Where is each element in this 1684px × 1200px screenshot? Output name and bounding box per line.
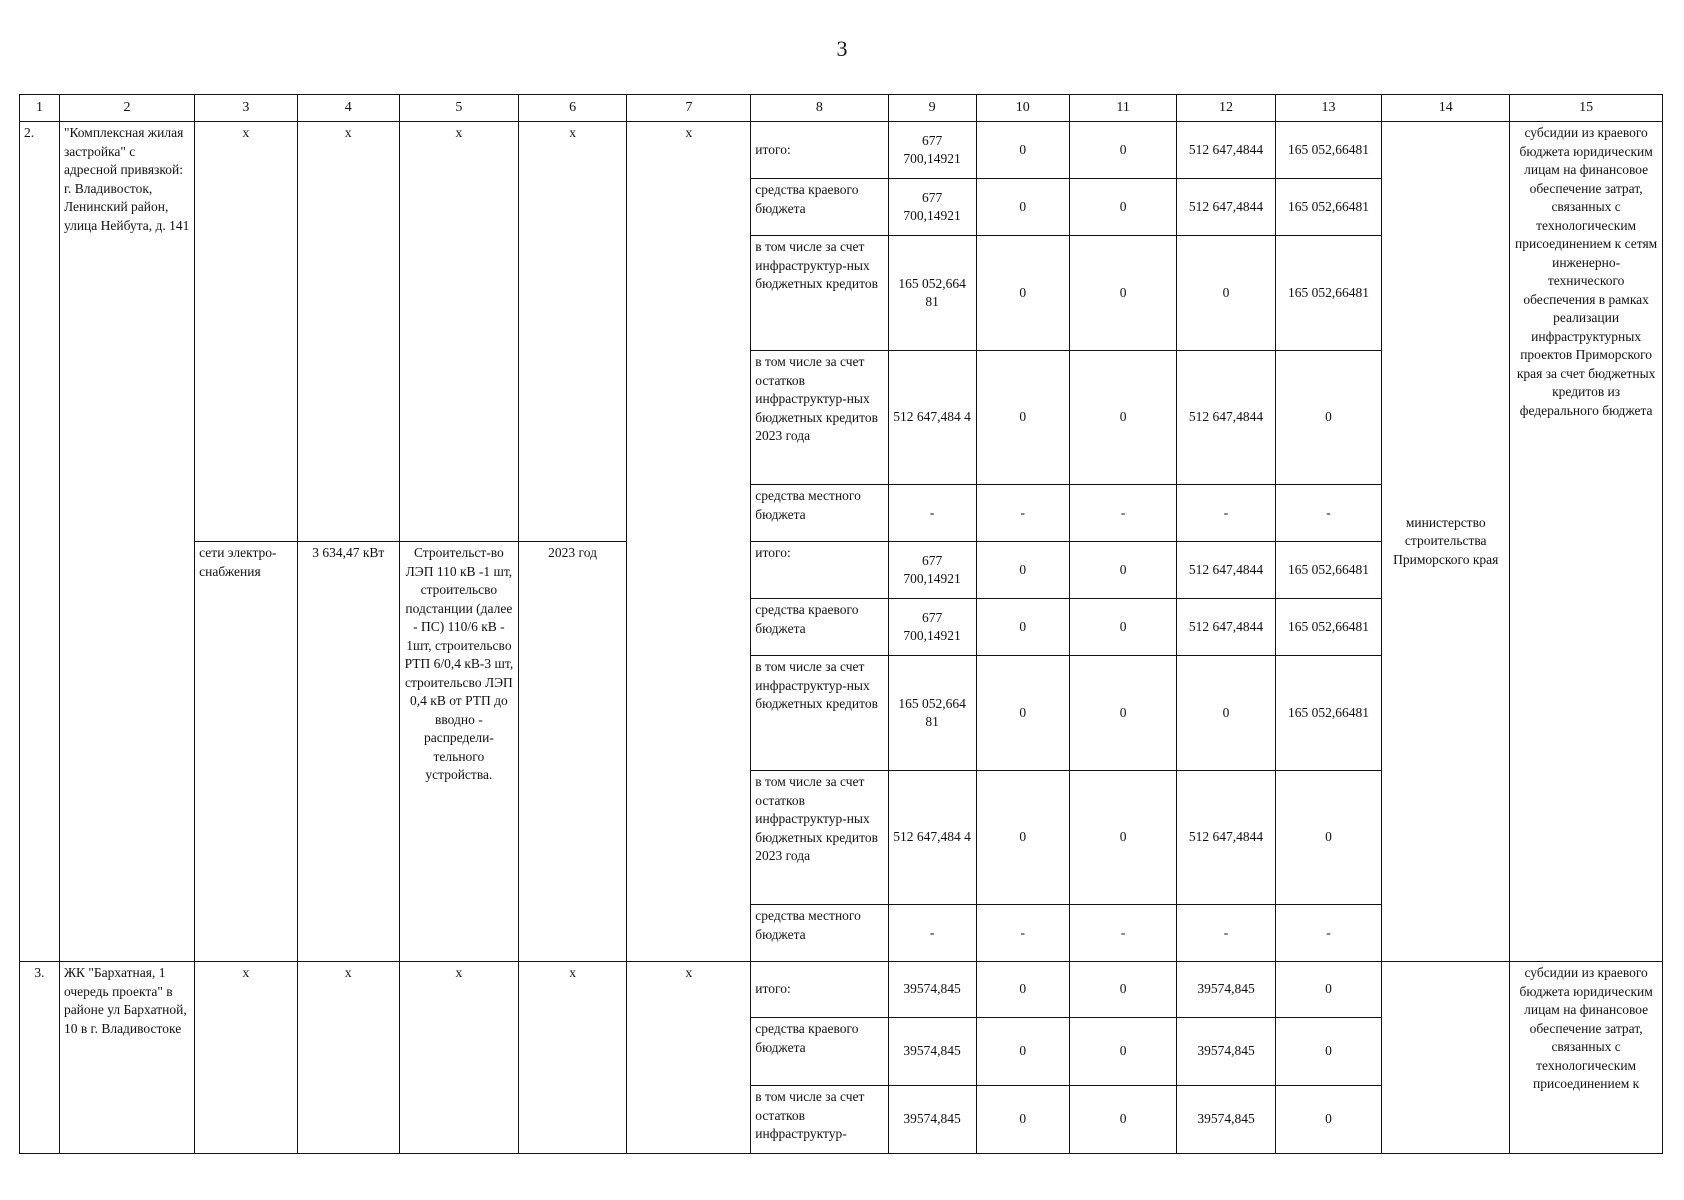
header-row <box>20 95 1663 122</box>
funding-label: в том числе за счет инфраструктур-ных бюджетных кредитов <box>751 236 888 351</box>
table-row <box>20 122 1663 179</box>
value-cell: 0 <box>1069 962 1177 1018</box>
header-cell: 2 <box>59 95 194 122</box>
funding-label: средства местного бюджета <box>751 485 888 542</box>
cell-x: х <box>195 122 297 542</box>
value-cell: 0 <box>976 962 1069 1018</box>
cell-x: х <box>297 962 399 1154</box>
object-name: ЖК "Бархатная, 1 очередь проекта" в районе ул Бархатной, 10 в г. Владивостоке <box>59 962 194 1154</box>
value-cell: - <box>976 485 1069 542</box>
table-row <box>20 962 1663 1018</box>
start-year: 2023 год <box>518 542 627 962</box>
cell-x: х <box>518 122 627 542</box>
header-cell: 15 <box>1510 95 1663 122</box>
funding-label: средства краевого бюджета <box>751 179 888 236</box>
value-cell: 0 <box>1069 599 1177 656</box>
value-cell: 0 <box>1177 236 1275 351</box>
value-cell: - <box>1275 905 1382 962</box>
value-cell: 39574,845 <box>888 1086 976 1154</box>
value-cell: 0 <box>976 771 1069 905</box>
budget-table <box>19 94 1663 1154</box>
header-cell: 5 <box>399 95 518 122</box>
network-type: сети электро-снабжения <box>195 542 297 962</box>
header-cell: 9 <box>888 95 976 122</box>
value-cell: 165 052,66481 <box>1275 656 1382 771</box>
value-cell: 0 <box>1069 771 1177 905</box>
ministry-cell: министерство строительства Приморского края <box>1382 122 1510 962</box>
value-cell: 0 <box>1069 351 1177 485</box>
funding-label: итого: <box>751 962 888 1018</box>
value-cell: 165 052,66481 <box>1275 542 1382 599</box>
value-cell: 0 <box>1275 1086 1382 1154</box>
header-cell: 14 <box>1382 95 1510 122</box>
header-cell: 10 <box>976 95 1069 122</box>
value-cell: 0 <box>1275 771 1382 905</box>
cell-x: х <box>399 962 518 1154</box>
value-cell: 39574,845 <box>1177 1086 1275 1154</box>
value-cell: 0 <box>1069 236 1177 351</box>
funding-label: в том числе за счет остатков инфраструктур- <box>751 1086 888 1154</box>
value-cell: 0 <box>1069 122 1177 179</box>
row-number: 2. <box>20 122 60 962</box>
value-cell: 0 <box>976 656 1069 771</box>
row-number: 3. <box>20 962 60 1154</box>
cell-x: х <box>627 962 751 1154</box>
purpose-cell: субсидии из краевого бюджета юридическим лицам на финансовое обеспечение затрат, связанных с технологическим присоединением к сетям инженерно-технического обеспечения в рамках реализации инфраструктурных проектов Приморского края за счет бюджетных кредитов из федерального бюджета <box>1510 122 1663 962</box>
header-cell: 4 <box>297 95 399 122</box>
value-cell: - <box>1069 905 1177 962</box>
funding-label: в том числе за счет остатков инфраструктур-ных бюджетных кредитов 2023 года <box>751 771 888 905</box>
value-cell: 512 647,4844 <box>1177 771 1275 905</box>
value-cell: 0 <box>976 179 1069 236</box>
value-cell: 0 <box>1275 1018 1382 1086</box>
value-cell: 165 052,66481 <box>1275 179 1382 236</box>
value-cell: 512 647,484 4 <box>888 771 976 905</box>
value-cell: - <box>1275 485 1382 542</box>
value-cell: 39574,845 <box>888 1018 976 1086</box>
funding-label: итого: <box>751 542 888 599</box>
value-cell: 512 647,4844 <box>1177 179 1275 236</box>
value-cell: 512 647,4844 <box>1177 122 1275 179</box>
value-cell: 677 700,14921 <box>888 179 976 236</box>
funding-label: средства краевого бюджета <box>751 599 888 656</box>
value-cell: - <box>888 905 976 962</box>
value-cell: 39574,845 <box>1177 962 1275 1018</box>
value-cell: 512 647,4844 <box>1177 351 1275 485</box>
header-cell: 13 <box>1275 95 1382 122</box>
value-cell: 165 052,66481 <box>1275 122 1382 179</box>
value-cell: 0 <box>1069 656 1177 771</box>
value-cell: 677 700,14921 <box>888 122 976 179</box>
header-cell: 7 <box>627 95 751 122</box>
funding-label: средства краевого бюджета <box>751 1018 888 1086</box>
cell-x: х <box>399 122 518 542</box>
cell-x: х <box>518 962 627 1154</box>
value-cell: 512 647,484 4 <box>888 351 976 485</box>
value-cell: - <box>1069 485 1177 542</box>
value-cell: 0 <box>1069 1086 1177 1154</box>
value-cell: 39574,845 <box>1177 1018 1275 1086</box>
header-cell: 11 <box>1069 95 1177 122</box>
value-cell: 165 052,66481 <box>1275 599 1382 656</box>
funding-label: в том числе за счет остатков инфраструктур-ных бюджетных кредитов 2023 года <box>751 351 888 485</box>
funding-label: итого: <box>751 122 888 179</box>
works-description: Строительст-во ЛЭП 110 кВ -1 шт, строительсво подстанции (далее - ПС) 110/6 кВ - 1шт, строительсво РТП 6/0,4 кВ-3 шт, строительсво ЛЭП 0,4 кВ от РТП до вводно - распредели-тельного устройства. <box>399 542 518 962</box>
header-cell: 8 <box>751 95 888 122</box>
value-cell: 677 700,14921 <box>888 599 976 656</box>
value-cell: 0 <box>976 599 1069 656</box>
value-cell: 512 647,4844 <box>1177 542 1275 599</box>
value-cell: 0 <box>1069 179 1177 236</box>
value-cell: 0 <box>976 1018 1069 1086</box>
ministry-cell <box>1382 962 1510 1154</box>
value-cell: 0 <box>1069 542 1177 599</box>
funding-label: в том числе за счет инфраструктур-ных бюджетных кредитов <box>751 656 888 771</box>
header-cell: 3 <box>195 95 297 122</box>
value-cell: 0 <box>976 236 1069 351</box>
cell-x: х <box>627 122 751 962</box>
value-cell: 0 <box>1275 351 1382 485</box>
value-cell: 165 052,66481 <box>1275 236 1382 351</box>
value-cell: 677 700,14921 <box>888 542 976 599</box>
funding-label: средства местного бюджета <box>751 905 888 962</box>
capacity: 3 634,47 кВт <box>297 542 399 962</box>
value-cell: 165 052,664 81 <box>888 236 976 351</box>
value-cell: - <box>1177 485 1275 542</box>
purpose-cell: субсидии из краевого бюджета юридическим лицам на финансовое обеспечение затрат, связанных с технологическим присоединением к <box>1510 962 1663 1154</box>
value-cell: 0 <box>1275 962 1382 1018</box>
value-cell: 0 <box>976 1086 1069 1154</box>
value-cell: - <box>976 905 1069 962</box>
object-name: "Комплексная жилая застройка" с адресной привязкой: г. Владивосток, Ленинский район, улица Нейбута, д. 141 <box>59 122 194 962</box>
value-cell: 0 <box>1069 1018 1177 1086</box>
value-cell: 0 <box>1177 656 1275 771</box>
value-cell: - <box>888 485 976 542</box>
value-cell: 512 647,4844 <box>1177 599 1275 656</box>
header-cell: 6 <box>518 95 627 122</box>
cell-x: х <box>195 962 297 1154</box>
header-cell: 1 <box>20 95 60 122</box>
cell-x: х <box>297 122 399 542</box>
value-cell: - <box>1177 905 1275 962</box>
value-cell: 39574,845 <box>888 962 976 1018</box>
value-cell: 165 052,664 81 <box>888 656 976 771</box>
value-cell: 0 <box>976 122 1069 179</box>
value-cell: 0 <box>976 542 1069 599</box>
value-cell: 0 <box>976 351 1069 485</box>
page-number: 3 <box>836 36 848 61</box>
header-cell: 12 <box>1177 95 1275 122</box>
